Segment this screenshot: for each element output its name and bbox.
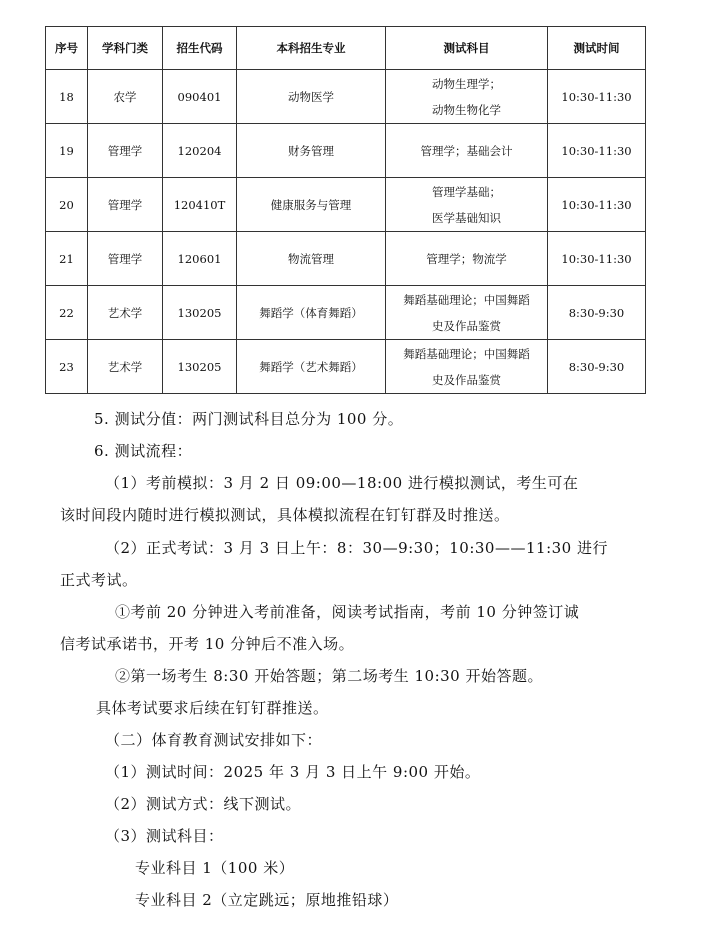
cell-code: 090401 [163,70,237,124]
subject-line: 舞蹈基础理论；中国舞蹈 [403,346,530,361]
cell-no: 21 [46,232,88,286]
paragraph-line: （2）测试方式：线下测试。 [105,795,302,813]
subject-line: 动物生物化学 [432,102,501,117]
cell-major: 舞蹈学（艺术舞蹈） [237,340,386,394]
paragraph-line: 专业科目 2（立定跳远；原地推铅球） [135,891,399,909]
table-header-row [46,27,646,70]
cell-major: 财务管理 [237,124,386,178]
cell-category: 管理学 [88,232,163,286]
header-major: 本科招生专业 [237,27,386,70]
paragraph-line: 5. 测试分值：两门测试科目总分为 100 分。 [94,410,404,428]
table-body [46,70,646,394]
cell-category: 管理学 [88,124,163,178]
cell-code: 130205 [163,286,237,340]
table-row [46,286,646,340]
subject-line: 管理学；物流学 [426,251,507,266]
paragraph-line: 信考试承诺书，开考 10 分钟后不准入场。 [60,635,355,653]
table-row [46,340,646,394]
subject-line: 动物生理学； [432,76,501,91]
cell-category: 管理学 [88,178,163,232]
subject-line: 舞蹈基础理论；中国舞蹈 [403,292,530,307]
subject-line: 医学基础知识 [432,210,501,225]
cell-time: 10:30-11:30 [548,232,646,286]
cell-no: 18 [46,70,88,124]
cell-subject [386,124,548,178]
cell-major: 健康服务与管理 [237,178,386,232]
cell-no: 20 [46,178,88,232]
paragraph-line: 具体考试要求后续在钉钉群推送。 [96,699,329,717]
cell-time: 8:30-9:30 [548,286,646,340]
subject-line: 管理学基础； [432,184,501,199]
paragraph-line: （2）正式考试：3 月 3 日上午：8：30—9:30；10:30——11:30 进行 [105,539,608,557]
cell-subject [386,232,548,286]
cell-category: 艺术学 [88,340,163,394]
cell-subject [386,340,548,394]
paragraph-line: ②第一场考生 8:30 开始答题；第二场考生 10:30 开始答题。 [115,667,543,685]
paragraph-line: （1）考前模拟：3 月 2 日 09:00—18:00 进行模拟测试，考生可在 [105,474,579,492]
cell-time: 10:30-11:30 [548,70,646,124]
cell-time: 10:30-11:30 [548,124,646,178]
cell-major: 舞蹈学（体育舞蹈） [237,286,386,340]
header-category: 学科门类 [88,27,163,70]
table-row [46,124,646,178]
paragraph-line: （二）体育教育测试安排如下： [105,731,323,749]
cell-major: 物流管理 [237,232,386,286]
table-row [46,70,646,124]
cell-category: 农学 [88,70,163,124]
cell-subject [386,70,548,124]
cell-no: 19 [46,124,88,178]
cell-code: 120410T [163,178,237,232]
cell-code: 130205 [163,340,237,394]
cell-subject [386,178,548,232]
subject-line: 史及作品鉴赏 [432,318,501,333]
cell-time: 10:30-11:30 [548,178,646,232]
paragraph-line: （3）测试科目： [105,827,224,845]
header-no: 序号 [46,27,88,70]
header-time: 测试时间 [548,27,646,70]
table-row [46,232,646,286]
cell-time: 8:30-9:30 [548,340,646,394]
paragraph-line: 正式考试。 [60,571,138,589]
subject-line: 管理学；基础会计 [420,143,513,158]
cell-code: 120601 [163,232,237,286]
paragraph-line: 该时间段内随时进行模拟测试，具体模拟流程在钉钉群及时推送。 [60,506,510,524]
cell-category: 艺术学 [88,286,163,340]
cell-subject [386,286,548,340]
paragraph-line: 专业科目 1（100 米） [135,859,295,877]
exam-schedule-table-wrapper [45,26,646,394]
table-row [46,178,646,232]
paragraph-line: ①考前 20 分钟进入考前准备，阅读考试指南，考前 10 分钟签订诚 [115,603,580,621]
cell-no: 22 [46,286,88,340]
header-code: 招生代码 [163,27,237,70]
paragraph-line: （1）测试时间：2025 年 3 月 3 日上午 9:00 开始。 [105,763,481,781]
cell-major: 动物医学 [237,70,386,124]
cell-code: 120204 [163,124,237,178]
cell-no: 23 [46,340,88,394]
subject-line: 史及作品鉴赏 [432,372,501,387]
header-subject: 测试科目 [386,27,548,70]
paragraph-line: 6. 测试流程： [94,442,193,460]
exam-schedule-table [45,26,646,394]
